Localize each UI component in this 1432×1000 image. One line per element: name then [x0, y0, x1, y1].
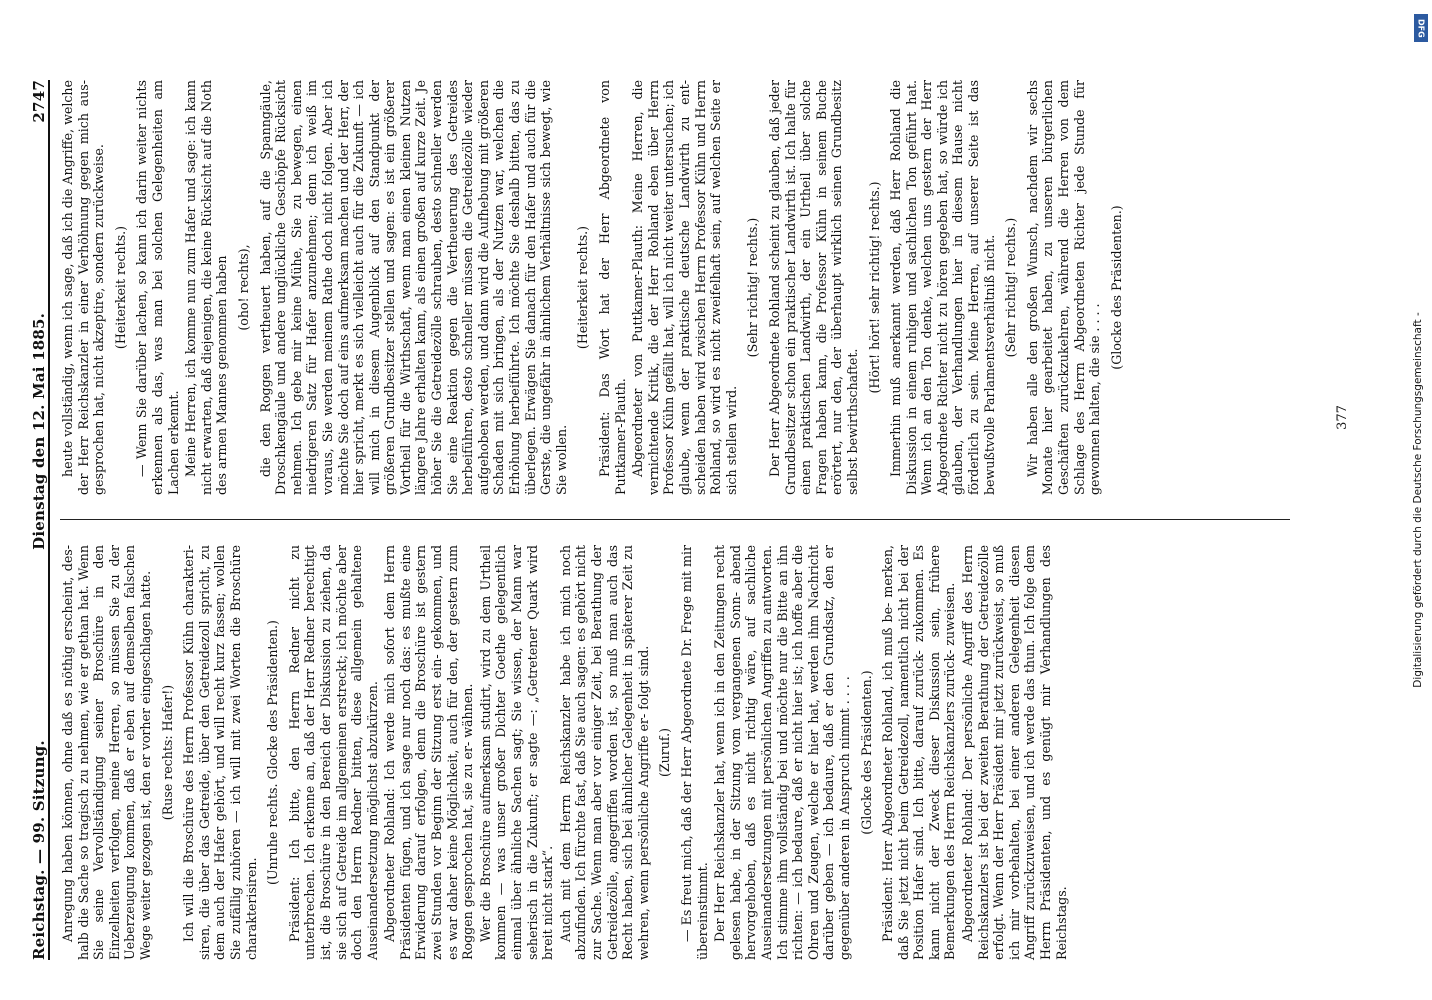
left-header: Reichstag. — 99. Sitzung. — [30, 740, 48, 960]
paragraph: Abgeordneter Rohland: Ich werde mich sofort dem Herrn Präsidenten fügen, und ich sage nur noch das: es mußte eine Erwiderung darauf erfolgen, denn die Broschüre ist gestern zwei Stunden vor Beginn der Sitzung erst ein- gekommen, und es war daher keine Möglichkeit, auch für den, der gestern zum Roggen gesprochen hat, sie zu er- wähnen. — [382, 545, 476, 960]
paragraph: Präsident: Herr Abgeordneter Rohland, ich muß be- merken, daß Sie jetzt nicht beim Getreidezoll, namentlich nicht bei der Position Hafer sind. Ich bitte, darauf zurück- zukommen. Es kann nicht der Zweck dieser Diskussion sein, frühere Bemerkungen des Herrn Reichskanzlers zurück- zuweisen. — [880, 545, 958, 960]
interjection: (oho! rechts), — [235, 244, 251, 331]
paragraph: — Es freut mich, daß der Herr Abgeordnete Dr. Frege mit mir übereinstimmt. — [678, 545, 710, 960]
page-header — [18, 80, 50, 960]
interjection: (Glocke des Präsidenten.) — [1108, 205, 1124, 370]
interjection: (Sehr richtig! rechts.) — [745, 217, 761, 358]
paragraph: Auch mit dem Herrn Reichskanzler habe ich mich noch abzufinden. Ich fürchte fast, daß Sie auch sagen: es gehört nicht zur Sache. Wenn man aber vor einiger Zeit, bei Berathung der Getreidezölle, angegriffen worden ist, so muß man auch das Recht haben, sich bei ähnlicher Gelegenheit in späterer Zeit zu wehren, wenn persönliche Angriffe er- folgt sind. — [557, 545, 651, 960]
paragraph: Wir haben alle den großen Wunsch, nachdem wir sechs Monate hier gearbeitet haben, zu unseren bürgerlichen Geschäften zurückzukehren, während die Herren von dem Schlage des Herrn Abgeordneten Richter jede Stunde für gewonnen halten, die sie . . . . — [1024, 80, 1103, 495]
paragraph: Der Herr Abgeordnete Rohland scheint zu glauben, daß jeder Grundbesitzer schon ein praktischer Landwirth ist. Ich halte für einen praktischen Landwirth, der ein Urtheil über solche Fragen haben kann, die Professor Kühn in seinem Buche erörtert, nur den, der überhaupt wirklich seinen Grundbesitz selbst bewirthschaftet. — [766, 80, 860, 495]
paragraph: Der Herr Reichskanzler hat, wenn ich in den Zeitungen recht gelesen habe, in der Sitzung vom vergangenen Sonn- abend hervorgehoben, daß es nicht richtig wäre, auf sachliche Auseinandersetzungen mit persönlichen Angriffen zu antworten. Ich stimme ihm vollständig bei und möchte nur die Bitte an ihn richten: — ich bedaure, daß er nicht hier ist; ich hoffe aber die Ohren und Zeugen, welche er hier hat, werden ihm Nachricht darüber geben — ich bedaure, daß er den Grundsatz, den er gegenüber anderen in Anspruch nimmt . . . . — [712, 545, 852, 960]
interjection: (Unruhe rechts. Glocke des Präsidenten.) — [265, 620, 281, 885]
interjection: (Heiterkeit rechts.) — [112, 225, 128, 350]
paragraph: Präsident: Ich bitte, den Herrn Redner nicht zu unterbrechen. Ich erkenne an, daß der Herr Redner berechtigt ist, die Broschüre in den Bereich der Diskussion zu ziehen, da sie sich auf Getreide im allgemeinen erstreckt; ich möchte aber doch den Herrn Redner bitten, diese allgemein gehaltene Auseinandersetzung möglichst abzukürzen. — [286, 545, 380, 960]
paragraph: die den Roggen vertheuert haben, auf die Spanngäule, Droschkengäule und andere unglückliche Geschöpfe Rücksicht nehmen. Ich gebe mir keine Mühe, Sie zu bewegen, einen niedrigeren Satz für Hafer anzunehmen; denn ich weiß im voraus, Sie werden meinem Rathe doch nicht folgen. Aber ich möchte Sie doch auf eins aufmerksam machen und der Herr, der hier spricht, merkt es sich vielleicht auch für die Zukunft — ich will mich in diesem Augenblick auf den Standpunkt der größeren Grundbesitzer stellen und sagen: es ist ein größerer Vortheil für die Wirthschaft, wenn man einen kleinen Nutzen längere Jahre erhalten kann, als einen großen auf kurze Zeit. Je höher Sie die Getreidezölle schrauben, desto schneller werden Sie eine Reaktion gegen die Vertheuerung des Getreides herbeiführen, desto schneller müssen die Getreidezölle wieder aufgehoben werden, und dann wird die Aufhebung mit größeren Schaden mit sich bringen, als der Nutzen war, welchen die Erhöhung herbeiführte. Ich möchte Sie deshalb bitten, das zu überlegen. Erwägen Sie danach für den Hafer und auch für die Gerste, die ungefähr in ähnlichem Verhältnisse sich bewegt, wie Sie wollen. — [257, 80, 569, 495]
paragraph: Präsident: Das Wort hat der Herr Abgeordnete von Puttkamer-Plauth. — [597, 80, 628, 495]
paragraph: Abgeordneter Rohland: Der persönliche Angriff des Herrn Reichskanzlers ist bei der zweiten Berathung der Getreidezölle erfolgt. Wenn der Herr Präsident mir jetzt zurückweist, so muß ich mir vorbehalten, bei einer anderen Gelegenheit diesen Angriff zurückzuweisen, und ich werde das thun. Ich folge dem Herrn Präsidenten, und es genügt mir Verhandlungen des Reichstags. — [960, 545, 1069, 960]
interjection: (Hört! hört! sehr richtig! rechts.) — [866, 181, 882, 394]
paragraph: heute vollständig, wenn ich sage, daß ich die Angriffe, welche der Herr Reichskanzler in einer Verhöhnung gegen mich aus- gesprochen hat, nicht akzeptire, sondern zurückweise. — [60, 80, 107, 495]
center-header: Dienstag den 12. Mai 1885. — [30, 312, 48, 550]
left-column — [60, 545, 1071, 960]
paragraph: Immerhin muß anerkannt werden, daß Herr Rohland die Diskussion in einem ruhigen und sachlichen Ton geführt hat. Wenn ich an den Ton denke, welchen uns gestern der Herr Abgeordnete Richter nicht zu hören gegeben hat, so würde ich glauben, der Verhandlungen hier in diesem Hause nicht förderlich zu sein. Meine Herren, auf unserer Seite ist das bewußtvolle Parlamentsverhältniß nicht. — [888, 80, 997, 495]
digitization-credit: Digitalisierung gefördert durch die Deutsche Forschungsgemeinschaft - — [1412, 312, 1424, 688]
interjection: (Heiterkeit rechts.) — [575, 225, 591, 350]
page-number: 2747 — [30, 80, 48, 123]
interjection: (Glocke des Präsidenten.) — [858, 670, 874, 835]
paragraph: Meine Herren, ich komme nun zum Hafer und sage: ich kann nicht erwarten, daß diejenigen, die keine Rücksicht auf die Noth des armen Mannes genommen haben — [183, 80, 230, 495]
right-column — [60, 80, 1130, 495]
paragraph: Abgeordneter von Puttkamer-Plauth: Meine Herren, die vernichtende Kritik, die der Herr Rohland eben über Herrn Professor Kühn gefällt hat, will ich nicht weiter untersuchen; ich glaube, wenn der praktische deutsche Landwirth zu ent- scheiden haben wird zwischen Herrn Professor Kühn und Herrn Rohland, so wird es nicht zweifelhaft sein, auf welchen Seite er sich stellen wird. — [630, 80, 739, 495]
interjection: (Sehr richtig! rechts.) — [1003, 217, 1019, 358]
paragraph: Ich will die Broschüre des Herrn Professor Kühn charakteri- siren, die über das Getreide, über den Getreidezoll spricht, zu dem auch der Hafer gehört, und will recht kurz fassen; wollen Sie zufällig zuhören — ich will mit zwei Worten die Broschüre charakterisiren. — [181, 545, 259, 960]
paragraph: — Wenn Sie darüber lachen, so kann ich darin weiter nichts erkennen als das, was man bei solchen Gelegenheiten am Lachen erkennt. — [134, 80, 181, 495]
column-divider — [60, 519, 1290, 520]
interjection: (Ruse rechts: Hafer!) — [159, 684, 175, 821]
paragraph: Anregung haben können, ohne daß es nöthig erscheint, des- halb die Sache so tragisch zu nehmen, wie er gethan hat. Wenn Sie seine Vervollständigung seiner Broschüre in den Einzelheiten verfolgen, meine Herren, so müssen Sie zu der Ueberzeugung kommen, daß er eben auf demselben falschen Wege weiter gezogen ist, den er vorher eingeschlagen hatte. — [60, 545, 153, 960]
interjection: (Zuruf.) — [657, 727, 673, 778]
signature-mark: 377 — [1334, 405, 1350, 430]
dfg-logo: DFG — [1414, 14, 1428, 42]
paragraph: Wer die Broschüre aufmerksam studirt, wird zu dem Urtheil kommen — was unser großer Dichter Goethe gelegentlich einmal über ähnliche Sachen sagt; Sie wissen, der Mann war seherisch in die Zukunft; er sagte —: „Getretener Quark wird breit nicht stark“. — [477, 545, 556, 960]
